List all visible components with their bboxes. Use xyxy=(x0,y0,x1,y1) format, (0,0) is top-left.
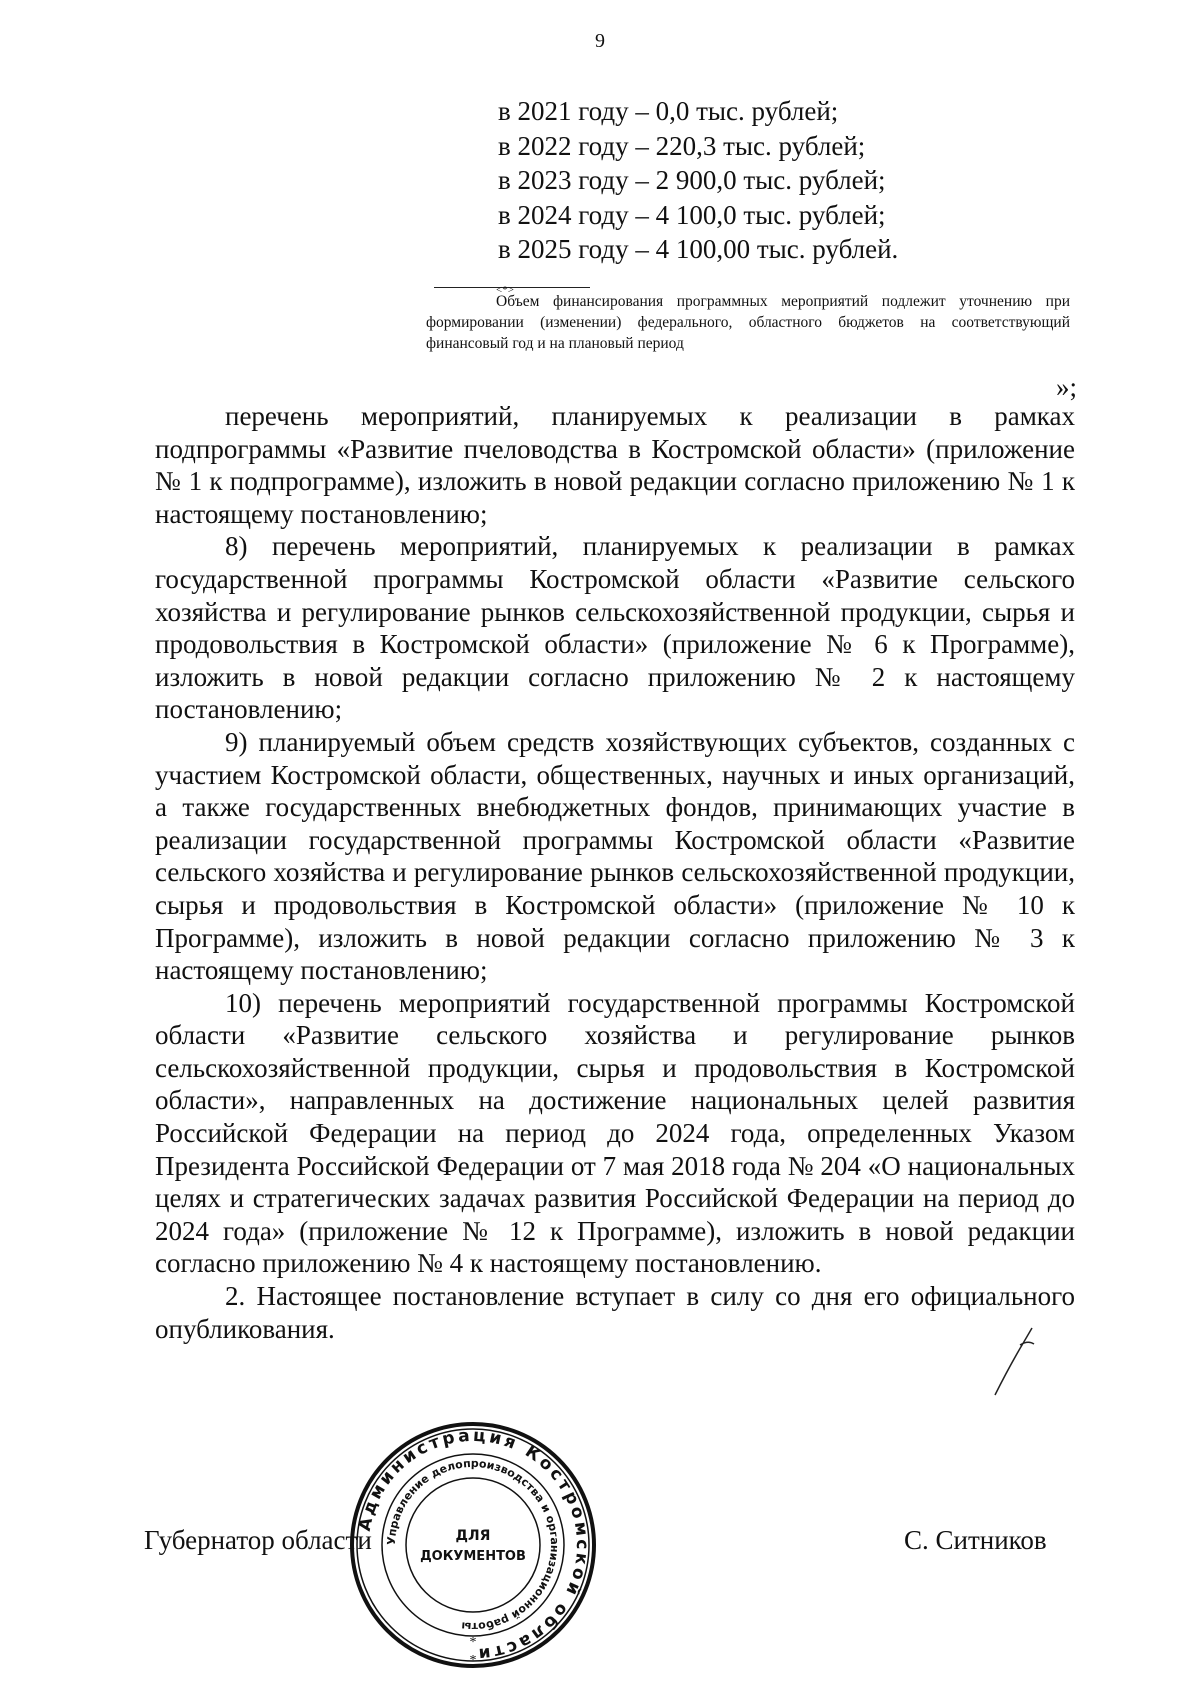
page-number: 9 xyxy=(595,30,605,52)
funding-line-2025: в 2025 году – 4 100,00 тыс. рублей. xyxy=(498,234,899,264)
paragraph-item-9: 9) планируемый объем средств хозяйствующих субъектов, созданных с участием Костромской области, общественных, научных и иных организаций, а также государственных внебюджетных фондов, принимающих участие в реализации государственной программы Костромской области «Развитие сельского хозяйства и регулирование рынков сельскохозяйственной продукции, сырья и продовольствия в Костромской области» (приложение № 10 к Программе), изложить в новой редакции согласно приложению № 3 к настоящему постановлению; xyxy=(155,726,1075,986)
funding-line-2023: в 2023 году – 2 900,0 тыс. рублей; xyxy=(498,165,886,195)
funding-list xyxy=(498,94,898,267)
paragraph-bee-program: перечень мероприятий, планируемых к реализации в рамках подпрограммы «Развитие пчеловодства в Костромской области» (приложение № 1 к подпрограмме), изложить в новой редакции согласно приложению № 1 к настоящему постановлению; xyxy=(155,401,1075,529)
signature-stroke xyxy=(990,1320,1050,1400)
paragraph-effective-date: 2. Настоящее постановление вступает в силу со дня его официального опубликования. xyxy=(155,1281,1075,1344)
funding-line-2024: в 2024 году – 4 100,0 тыс. рублей; xyxy=(498,199,886,230)
funding-line-2022: в 2022 году – 220,3 тыс. рублей; xyxy=(498,130,866,161)
svg-text:Управление делопроизводства и xyxy=(385,1457,561,1633)
paragraph-item-10: 10) перечень мероприятий государственной программы Костромской области «Развитие сельского хозяйства и регулирование рынков сельскохозяйственной продукции, сырья и продовольствия в Костромской области», направленных на достижение национальных целей развития Российской Федерации на период до 2024 года, определенных Указом Президента Российской Федерации от 7 мая 2018 года № 204 «О национальных целях и стратегических задачах развития Российской Федерации на период до 2024 года» (приложение № 12 к Программе), изложить в новой редакции согласно приложению № 4 к настоящему постановлению. xyxy=(155,987,1075,1279)
svg-text:*: * xyxy=(469,1635,477,1650)
document-body xyxy=(155,400,1075,1345)
paragraph-item-8: 8) перечень мероприятий, планируемых к реализации в рамках государственной программы Костромской области «Развитие сельского хозяйства и регулирование рынков сельскохозяйственной продукции, сырья и продовольствия в Костромской области» (приложение № 6 к Программе), изложить в новой редакции согласно приложению № 2 к настоящему постановлению; xyxy=(155,531,1075,725)
seal-outer-text: Администрация Костромской области xyxy=(354,1425,593,1665)
seal-center-line2: ДОКУМЕНТОВ xyxy=(420,1549,526,1564)
official-seal xyxy=(348,1420,598,1670)
footnote-text: Объем финансирования программных мероприятий подлежит уточнению при формировании (изменении) федерального, областного бюджетов на соответствующий финансовый год и на плановый период xyxy=(426,293,1070,352)
seal-center-line1: ДЛЯ xyxy=(455,1528,491,1544)
seal-inner-text: Управление делопроизводства и организационной работы xyxy=(384,1456,562,1634)
closing-quote: »; xyxy=(1056,372,1078,402)
footnote-mark: <*> xyxy=(496,284,514,296)
signer-name: С. Ситников xyxy=(904,1525,1047,1555)
funding-line-2021: в 2021 году – 0,0 тыс. рублей; xyxy=(498,96,839,126)
svg-text:*: * xyxy=(469,1653,477,1668)
governor-title: Губернатор области xyxy=(144,1525,372,1555)
